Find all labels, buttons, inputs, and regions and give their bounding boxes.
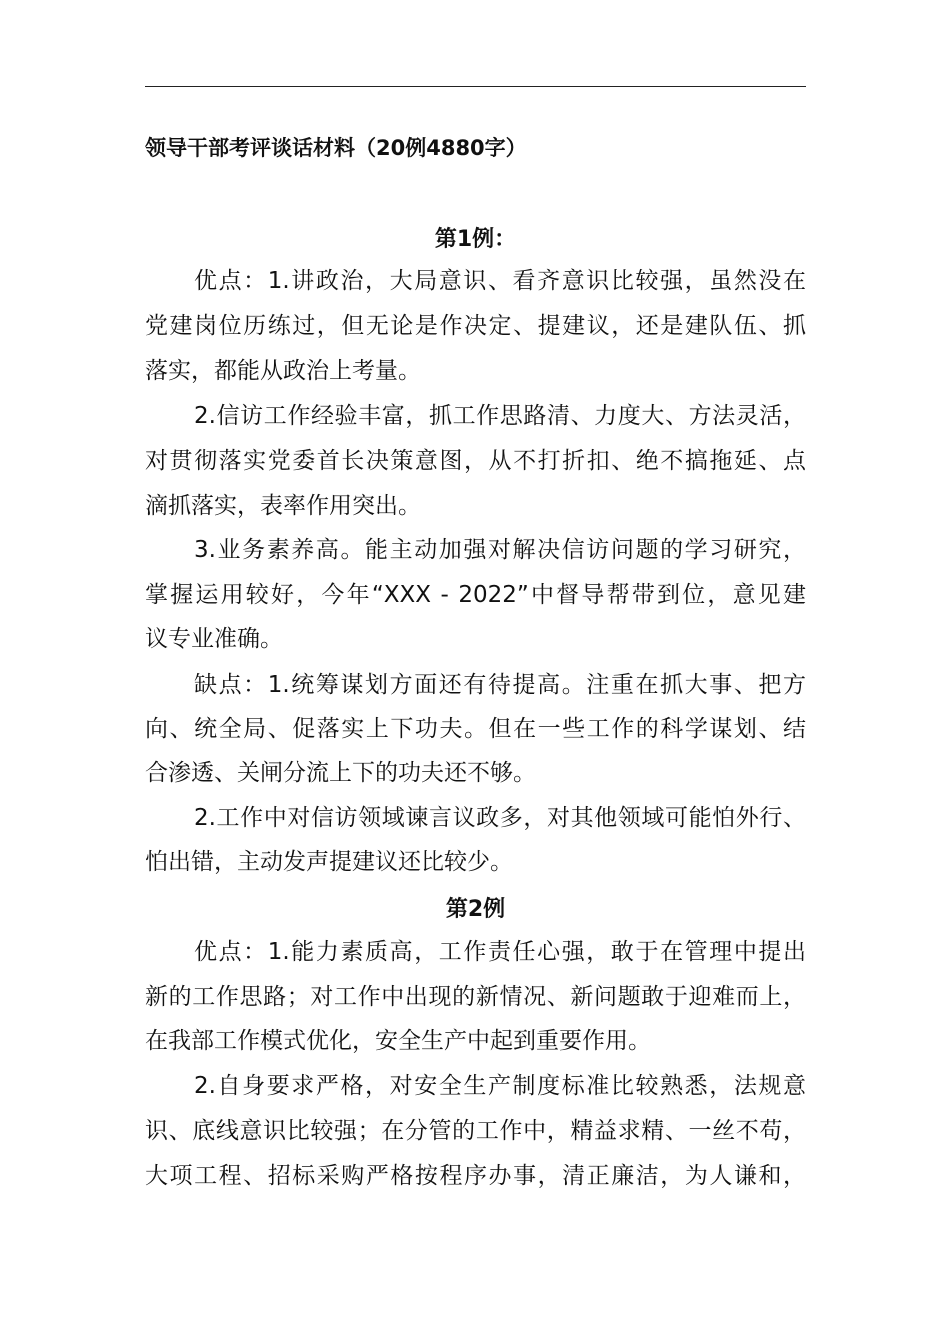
paragraph-line: 对贯彻落实党委首长决策意图，从不打折扣、绝不搞拖延、点: [145, 448, 806, 474]
paragraph-line: 大项工程、招标采购严格按程序办事，清正廉洁，为人谦和，: [145, 1163, 806, 1189]
paragraph-line: 新的工作思路；对工作中出现的新情况、新问题敢于迎难而上，: [145, 984, 806, 1010]
document-title: 领导干部考评谈话材料（20例4880字）: [145, 136, 527, 160]
paragraph-line: 在我部工作模式优化，安全生产中起到重要作用。: [145, 1028, 651, 1054]
paragraph-line: 2.自身要求严格，对安全生产制度标准比较熟悉，法规意: [194, 1073, 806, 1099]
paragraph-line: 缺点：1.统筹谋划方面还有待提高。注重在抓大事、把方: [194, 672, 806, 698]
paragraph-line: 党建岗位历练过，但无论是作决定、提建议，还是建队伍、抓: [145, 313, 806, 339]
paragraph-line: 向、统全局、促落实上下功夫。但在一些工作的科学谋划、结: [145, 716, 806, 742]
paragraph-line: 2.信访工作经验丰富，抓工作思路清、力度大、方法灵活，: [194, 403, 806, 429]
paragraph-line: 合渗透、关闸分流上下的功夫还不够。: [145, 760, 536, 786]
paragraph-line: 优点：1.讲政治，大局意识、看齐意识比较强，虽然没在: [194, 268, 806, 294]
paragraph-line: 优点：1.能力素质高，工作责任心强，敢于在管理中提出: [194, 939, 806, 965]
section-heading: 第2例: [445, 897, 506, 922]
paragraph-line: 议专业准确。: [145, 626, 283, 652]
paragraph-line: 2.工作中对信访领域谏言议政多，对其他领域可能怕外行、: [194, 805, 806, 831]
paragraph-line: 识、底线意识比较强；在分管的工作中，精益求精、一丝不苟，: [145, 1118, 806, 1144]
section-heading: 第1例：: [434, 227, 517, 252]
paragraph-line: 怕出错，主动发声提建议还比较少。: [145, 849, 513, 875]
paragraph-line: 落实，都能从政治上考量。: [145, 358, 421, 384]
header-rule: [145, 86, 806, 87]
paragraph-line: 掌握运用较好，今年“XXX - 2022”中督导帮带到位，意见建: [145, 582, 806, 608]
paragraph-line: 滴抓落实，表率作用突出。: [145, 493, 421, 519]
paragraph-line: 3.业务素养高。能主动加强对解决信访问题的学习研究，: [194, 537, 806, 563]
